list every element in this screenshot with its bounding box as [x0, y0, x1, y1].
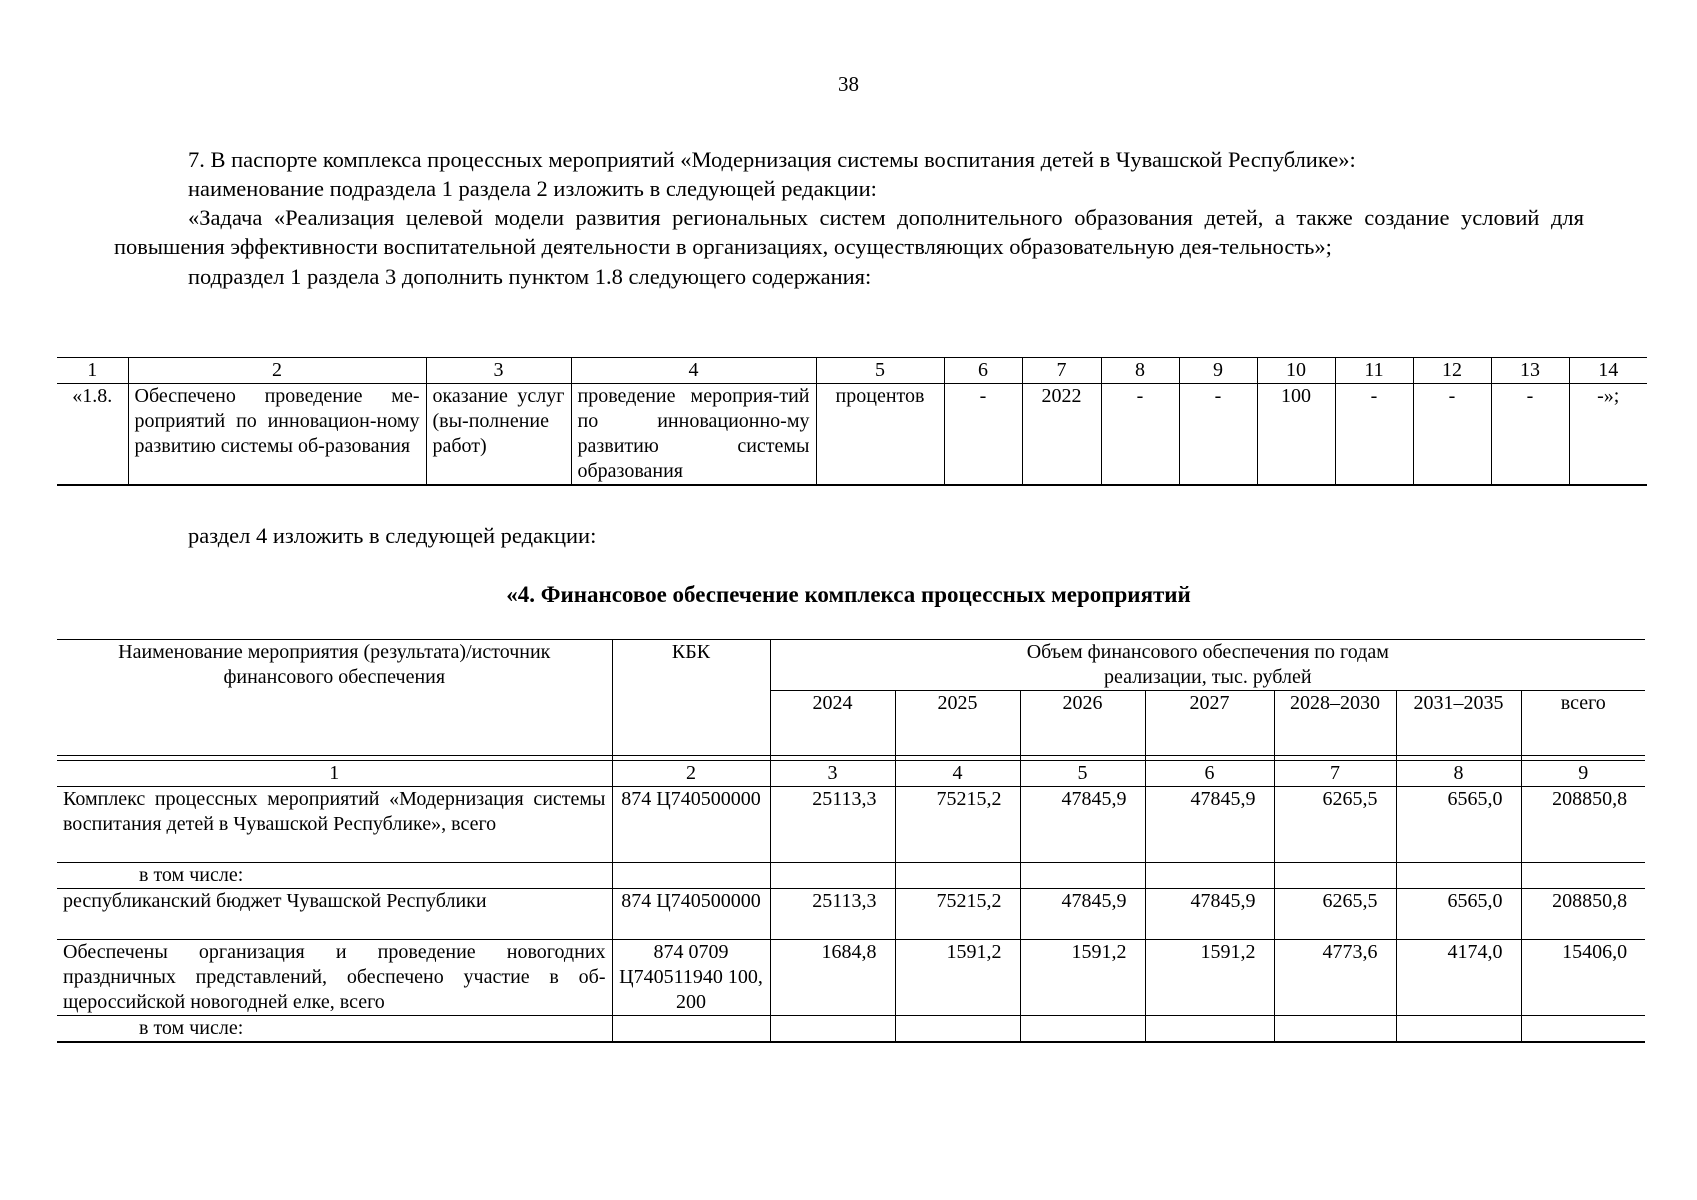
colnum-cell: 2 [612, 761, 770, 787]
row-value [1020, 863, 1145, 889]
row-value: 47845,9 [1145, 889, 1274, 940]
row-value [1020, 1016, 1145, 1043]
table1-header-cell: 13 [1491, 358, 1569, 384]
row-value [770, 1016, 895, 1043]
row-value: 47845,9 [1020, 787, 1145, 863]
table1-header-cell: 12 [1413, 358, 1491, 384]
table-row [57, 384, 1647, 486]
colnum-cell: 3 [770, 761, 895, 787]
paragraph-2: наименование подраздела 1 раздела 2 изложить в следующей редакции: [188, 176, 877, 201]
row-value [1274, 1016, 1396, 1043]
header-volume-line2: реализации, тыс. рублей [1104, 666, 1312, 688]
table1-cell: проведение мероприя-тий по инновационно-му развитию системы образования [571, 384, 816, 486]
row-value: 6565,0 [1396, 889, 1521, 940]
paragraph-5: раздел 4 изложить в следующей редакции: [188, 523, 597, 548]
row-value: 47845,9 [1020, 889, 1145, 940]
row-name: в том числе: [57, 1016, 612, 1043]
year-header: 2025 [895, 691, 1020, 756]
table1-cell: 2022 [1022, 384, 1101, 486]
table1-header-cell: 3 [426, 358, 571, 384]
table-row [57, 787, 1645, 863]
row-value: 6265,5 [1274, 787, 1396, 863]
row-value: 6265,5 [1274, 889, 1396, 940]
year-header: 2024 [770, 691, 895, 756]
row-kbk: 874 Ц740500000 [612, 889, 770, 940]
row-value: 47845,9 [1145, 787, 1274, 863]
colnum-cell: 8 [1396, 761, 1521, 787]
table1-cell: - [944, 384, 1022, 486]
year-header: 2031–2035 [1396, 691, 1521, 756]
table1-header-cell: 1 [57, 358, 128, 384]
table1-header-cell: 10 [1257, 358, 1335, 384]
row-value [1145, 1016, 1274, 1043]
row-value: 15406,0 [1521, 940, 1645, 1016]
row-value: 75215,2 [895, 889, 1020, 940]
header-name: Наименование мероприятия (результата)/источник финансового обеспечения [57, 640, 612, 756]
table1-cell: процентов [816, 384, 944, 486]
row-value [895, 1016, 1020, 1043]
table-row [57, 1016, 1645, 1043]
row-value [1521, 1016, 1645, 1043]
row-name: республиканский бюджет Чувашской Республики [57, 889, 612, 940]
paragraph-intro [114, 145, 1584, 291]
colnum-cell: 9 [1521, 761, 1645, 787]
indicator-table [57, 357, 1647, 486]
header-volume [770, 640, 1645, 691]
table1-header-cell: 14 [1569, 358, 1647, 384]
year-header: всего [1521, 691, 1645, 756]
paragraph-section4 [114, 521, 1584, 550]
row-value [1396, 863, 1521, 889]
row-name: в том числе: [57, 863, 612, 889]
row-value: 25113,3 [770, 787, 895, 863]
table1-header-cell: 9 [1179, 358, 1257, 384]
table1-cell: - [1101, 384, 1179, 486]
header-volume-line1: Объем финансового обеспечения по годам [1026, 641, 1389, 663]
table2-colnum-row [57, 761, 1645, 787]
row-value: 1684,8 [770, 940, 895, 1016]
row-value [1274, 863, 1396, 889]
table-row [57, 940, 1645, 1016]
row-value: 208850,8 [1521, 787, 1645, 863]
table1-cell: - [1335, 384, 1413, 486]
table1-header-cell: 4 [571, 358, 816, 384]
row-value [1521, 863, 1645, 889]
table1-cell: - [1413, 384, 1491, 486]
year-header: 2027 [1145, 691, 1274, 756]
table1-cell: «1.8. [57, 384, 128, 486]
row-value: 6565,0 [1396, 787, 1521, 863]
table-row [57, 863, 1645, 889]
row-value [1396, 1016, 1521, 1043]
table1-cell: - [1491, 384, 1569, 486]
row-value: 25113,3 [770, 889, 895, 940]
paragraph-1: 7. В паспорте комплекса процессных мероприятий «Модернизация системы воспитания детей в Чувашской Республике»: [188, 147, 1356, 172]
paragraph-3: «Задача «Реализация целевой модели развития региональных систем дополнительного образования детей, а также создание условий для повышения эффективности воспитательной деятельности в организациях, осуществляющих образовательную дея-тельность»; [114, 205, 1584, 259]
row-name: Комплекс процессных мероприятий «Модернизация системы воспитания детей в Чувашской Республике», всего [57, 787, 612, 863]
page-number: 38 [838, 72, 859, 96]
table1-header-cell: 8 [1101, 358, 1179, 384]
row-value [895, 863, 1020, 889]
row-kbk: 874 Ц740500000 [612, 787, 770, 863]
colnum-cell: 5 [1020, 761, 1145, 787]
row-kbk: 874 0709 Ц740511940 100, 200 [612, 940, 770, 1016]
table1-header-cell: 7 [1022, 358, 1101, 384]
row-kbk [612, 863, 770, 889]
colnum-cell: 7 [1274, 761, 1396, 787]
table1-header-cell: 11 [1335, 358, 1413, 384]
row-value: 75215,2 [895, 787, 1020, 863]
row-value: 4174,0 [1396, 940, 1521, 1016]
finance-table [57, 639, 1645, 1043]
row-kbk [612, 1016, 770, 1043]
row-value: 1591,2 [1145, 940, 1274, 1016]
row-name: Обеспечены организация и проведение новогодних праздничных представлений, обеспечено участие в об-щероссийской новогодней елке, всего [57, 940, 612, 1016]
table-row [57, 889, 1645, 940]
paragraph-4: подраздел 1 раздела 3 дополнить пунктом 1.8 следующего содержания: [188, 264, 872, 289]
table1-header-row [57, 358, 1647, 384]
table1-cell: оказание услуг (вы-полнение работ) [426, 384, 571, 486]
row-value [770, 863, 895, 889]
table1-cell: Обеспечено проведение ме-роприятий по инновацион-ному развитию системы об-разования [128, 384, 426, 486]
table1-cell: -»; [1569, 384, 1647, 486]
table1-header-cell: 2 [128, 358, 426, 384]
row-value [1145, 863, 1274, 889]
table1-header-cell: 6 [944, 358, 1022, 384]
row-value: 208850,8 [1521, 889, 1645, 940]
colnum-cell: 4 [895, 761, 1020, 787]
header-kbk: КБК [612, 640, 770, 756]
table1-cell: - [1179, 384, 1257, 486]
row-value: 4773,6 [1274, 940, 1396, 1016]
colnum-cell: 6 [1145, 761, 1274, 787]
colnum-cell: 1 [57, 761, 612, 787]
year-header: 2026 [1020, 691, 1145, 756]
section-heading: «4. Финансовое обеспечение комплекса процессных мероприятий [506, 582, 1191, 607]
table1-header-cell: 5 [816, 358, 944, 384]
table2-header-row [57, 640, 1645, 691]
row-value: 1591,2 [1020, 940, 1145, 1016]
table1-cell: 100 [1257, 384, 1335, 486]
year-header: 2028–2030 [1274, 691, 1396, 756]
row-value: 1591,2 [895, 940, 1020, 1016]
